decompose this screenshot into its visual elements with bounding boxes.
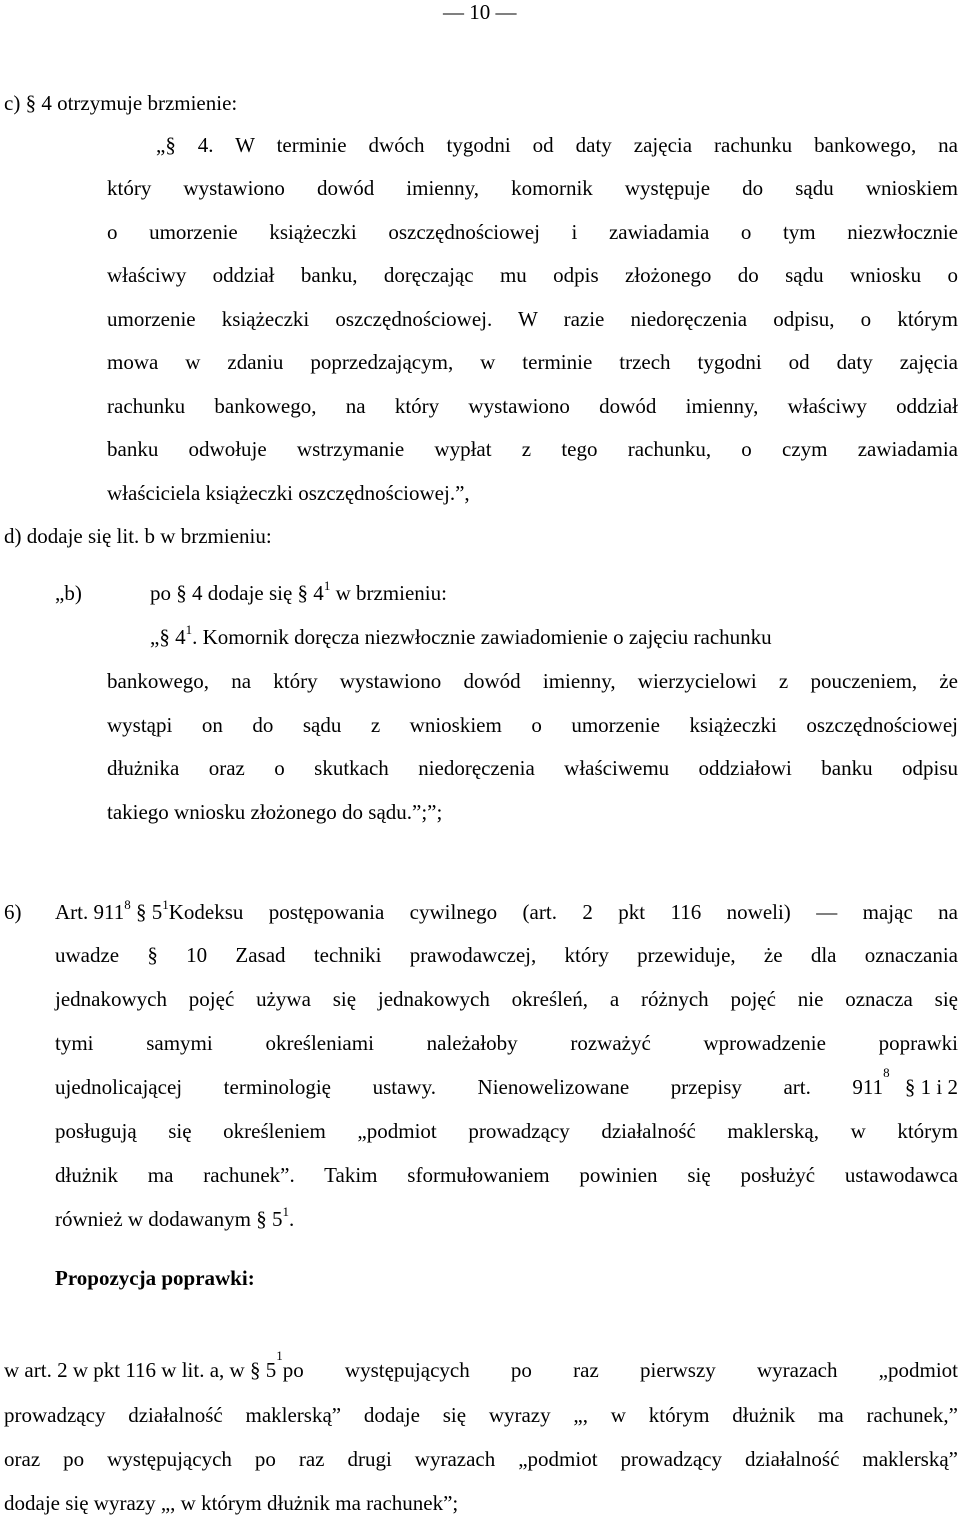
item-c-line-1: „§ 4. W terminie dwóch tygodni od daty zajęcia rachunku bankowego, na (156, 133, 958, 157)
item-c-line-2: który wystawiono dowód imienny, komornik występuje do sądu wnioskiem (107, 176, 958, 200)
item-d-b-label: „b) (55, 581, 82, 605)
item-c-intro: c) § 4 otrzymuje brzmienie: (4, 91, 238, 115)
item-6-line-6: posługują się określeniem „podmiot prowadzący działalność maklerską, w którym (55, 1119, 958, 1143)
item-6-l8-b: . (288, 1207, 295, 1231)
proposal-l1-sup: 1 (276, 1348, 283, 1363)
item-6-line-1 (55, 897, 958, 925)
proposal-l1-b: po występujących po raz pierwszy wyrazach „podmiot (282, 1358, 958, 1382)
item-d-line-4: dłużnika oraz o skutkach niedoręczenia właściwemu oddziałowi banku odpisu (107, 756, 958, 780)
item-6-line-8 (55, 1204, 295, 1232)
item-d-b-tail: w brzmieniu: (330, 581, 447, 605)
item-6-l1-c: Kodeksu postępowania cywilnego (art. 2 pkt 116 noweli) — mając na (168, 900, 958, 924)
item-6-l1-head (55, 897, 169, 925)
item-6-number: 6) (4, 900, 22, 924)
item-d-para-text: . Komornik doręcza niezwłocznie zawiadomienie o zajęciu rachunku (192, 625, 772, 649)
item-c-line-9: właściciela książeczki oszczędnościowej.”, (107, 481, 470, 505)
item-d-para-sup: 1 (185, 622, 193, 637)
item-6-line-5 (55, 1065, 958, 1100)
item-6-l1-sup1: 8 (124, 897, 131, 912)
item-6-l8-a: również w dodawanym § 5 (55, 1207, 283, 1231)
item-6-line-2: uwadze § 10 Zasad techniki prawodawczej, który przewiduje, że dla oznaczania (55, 943, 958, 967)
item-c-line-6: mowa w zdaniu poprzedzającym, w terminie trzech tygodni od daty zajęcia (107, 350, 958, 374)
item-6-l1-b: § 5 (130, 900, 163, 924)
page-number: — 10 — (443, 0, 517, 24)
item-6-line-7: dłużnik ma rachunek”. Takim sformułowaniem powinien się posłużyć ustawodawca (55, 1163, 958, 1187)
item-d-line-3: wystąpi on do sądu z wnioskiem o umorzenie książeczki oszczędnościowej (107, 713, 958, 737)
item-d-b-sup: 1 (323, 578, 331, 593)
item-6-line-3: jednakowych pojęć używa się jednakowych określeń, a różnych pojęć nie oznacza się (55, 987, 958, 1011)
item-c-line-7: rachunku bankowego, na który wystawiono dowód imienny, właściwy oddział (107, 394, 958, 418)
item-6-l5-b: § 1 i 2 (899, 1075, 958, 1099)
item-c-line-5: umorzenie książeczki oszczędnościowej. W razie niedoręczenia odpisu, o którym (107, 307, 958, 331)
proposal-heading: Propozycja poprawki: (55, 1266, 255, 1290)
item-d-line-5: takiego wniosku złożonego do sądu.”;”; (107, 800, 443, 824)
item-6-line-4: tymi samymi określeniami należałoby rozważyć wprowadzenie poprawki (55, 1031, 958, 1055)
item-6-l8-sup: 1 (282, 1204, 289, 1219)
proposal-l1-a: w art. 2 w pkt 116 w lit. a, w § 5 (4, 1358, 277, 1382)
item-d-line-2: bankowego, na który wystawiono dowód imienny, wierzycielowi z pouczeniem, że (107, 669, 958, 693)
proposal-line-4: dodaje się wyrazy „, w którym dłużnik ma rachunek”; (4, 1491, 459, 1515)
item-6-l5-sup: 8 (883, 1065, 890, 1080)
item-d-para-prefix: „§ 4 (150, 625, 186, 649)
proposal-line-2: prowadzący działalność maklerską” dodaje się wyrazy „, w którym dłużnik ma rachunek,” (4, 1403, 958, 1427)
item-c-line-4: właściwy oddział banku, doręczając mu odpis złożonego do sądu wniosku o (107, 263, 958, 287)
item-6-l1-sup2: 1 (162, 897, 169, 912)
proposal-line-3: oraz po występujących po raz drugi wyrazach „podmiot prowadzący działalność maklerską” (4, 1447, 958, 1471)
item-c-line-3: o umorzenie książeczki oszczędnościowej i zawiadamia o tym niezwłocznie (107, 220, 958, 244)
item-d-b-text (150, 578, 447, 606)
item-6-l5-a: ujednolicającej terminologię ustawy. Nienowelizowane przepisy art. 911 (55, 1075, 884, 1099)
item-d-b-text-main: po § 4 dodaje się § 4 (150, 581, 324, 605)
item-6-l1-a: Art. 911 (55, 900, 125, 924)
item-d-para-line-1 (150, 622, 772, 650)
item-d-intro: d) dodaje się lit. b w brzmieniu: (4, 524, 272, 548)
proposal-line-1 (4, 1348, 958, 1383)
item-c-line-8: banku odwołuje wstrzymanie wypłat z tego rachunku, o czym zawiadamia (107, 437, 958, 461)
